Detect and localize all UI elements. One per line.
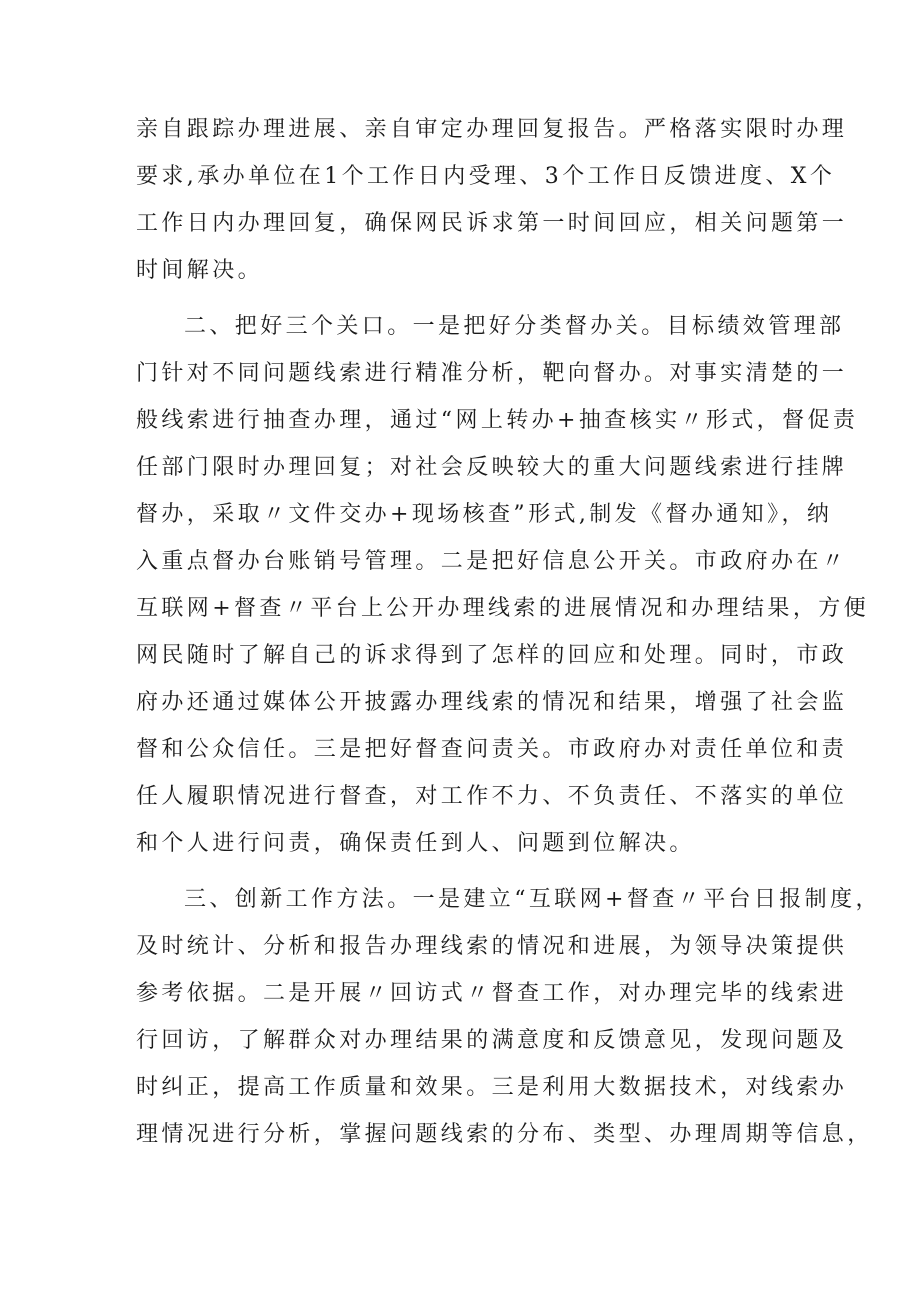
text-line: 参考依据。二是开展〃回访式〃督查工作，对办理完毕的线索进 bbox=[136, 981, 848, 1006]
text-line: 任部门限时办理回复；对社会反映较大的重大问题线索进行挂牌 bbox=[136, 455, 848, 480]
text-line: 及时统计、分析和报告办理线索的情况和进展，为领导决策提供 bbox=[136, 934, 848, 959]
text-line: 三、创新工作方法。一是建立“互联网+督查〃平台日报制度， bbox=[184, 887, 881, 912]
text-line: 网民随时了解自己的诉求得到了怎样的回应和处理。同时，市政 bbox=[136, 643, 848, 668]
text-line: 工作日内办理回复，确保网民诉求第一时间回应，相关问题第一 bbox=[136, 211, 848, 236]
text-line: 时间解决。 bbox=[136, 258, 264, 283]
text-line: 行回访，了解群众对办理结果的满意度和反馈意见，发现问题及 bbox=[136, 1028, 848, 1053]
text-line: 理情况进行分析，掌握问题线索的分布、类型、办理周期等信息， bbox=[136, 1122, 873, 1147]
text-line: 任人履职情况进行督查，对工作不力、不负责任、不落实的单位 bbox=[136, 784, 848, 809]
text-line: 二、把好三个关口。一是把好分类督办关。目标绩效管理部 bbox=[184, 314, 845, 339]
text-line: 般线索进行抽查办理，通过“网上转办+抽查核实〃形式，督促责 bbox=[136, 408, 859, 433]
text-line: 要求,承办单位在1个工作日内受理、3个工作日反馈进度、X个 bbox=[136, 164, 836, 189]
text-line: 时纠正，提高工作质量和效果。三是利用大数据技术，对线索办 bbox=[136, 1075, 848, 1100]
text-line: 互联网+督查〃平台上公开办理线索的进展情况和办理结果，方便 bbox=[136, 596, 870, 621]
text-line: 督和公众信任。三是把好督查问责关。市政府办对责任单位和责 bbox=[136, 737, 848, 762]
text-line: 门针对不同问题线索进行精准分析，靶向督办。对事实清楚的一 bbox=[136, 361, 848, 386]
text-line: 亲自跟踪办理进展、亲自审定办理回复报告。严格落实限时办理 bbox=[136, 117, 848, 142]
text-line: 和个人进行问责，确保责任到人、问题到位解决。 bbox=[136, 831, 695, 856]
text-line: 督办，采取〃文件交办+现场核查”形式,制发《督办通知》，纳 bbox=[136, 502, 833, 527]
text-line: 入重点督办台账销号管理。二是把好信息公开关。市政府办在〃 bbox=[136, 549, 848, 574]
text-line: 府办还通过媒体公开披露办理线索的情况和结果，增强了社会监 bbox=[136, 690, 848, 715]
